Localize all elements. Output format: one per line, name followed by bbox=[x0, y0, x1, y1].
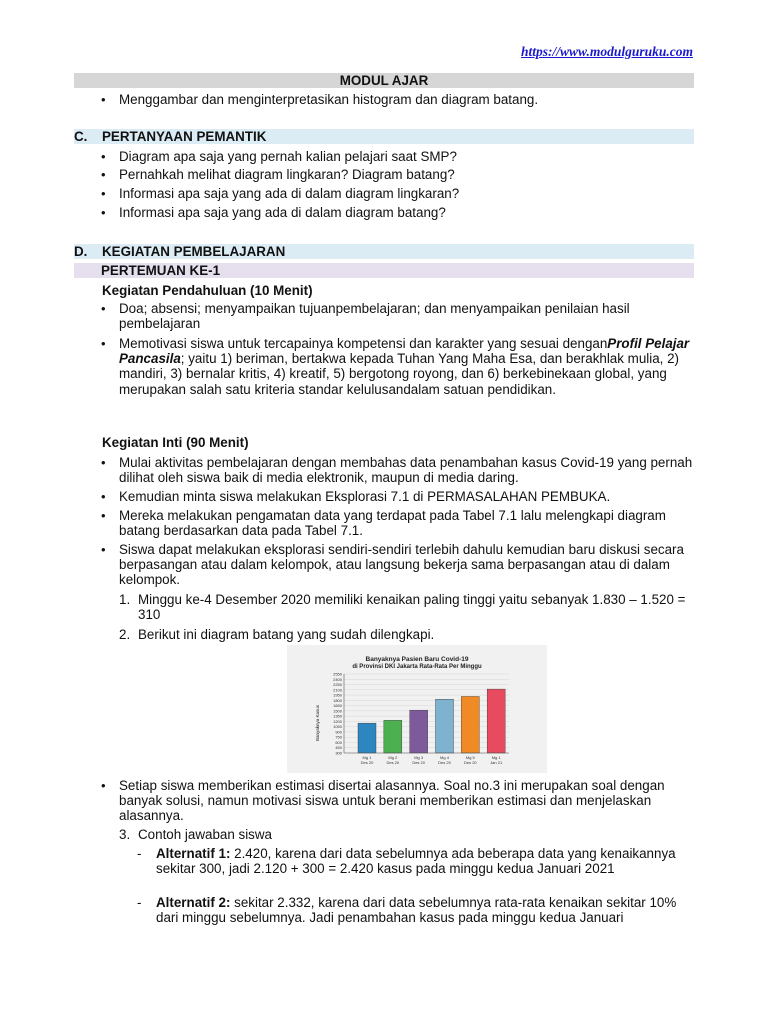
question-item: Pernahkah melihat diagram lingkaran? Diagram batang? bbox=[119, 167, 455, 182]
section-d-heading bbox=[74, 244, 694, 259]
list-number: 1. bbox=[119, 592, 131, 607]
chart-bar bbox=[461, 696, 479, 753]
alternative-answer bbox=[156, 895, 694, 925]
chart-y-tick-label: 1650 bbox=[333, 703, 342, 709]
bullet-icon: • bbox=[101, 336, 106, 351]
question-item: Informasi apa saja yang ada di dalam diagram lingkaran? bbox=[119, 186, 460, 201]
chart-x-tick-label: Mg 1 bbox=[362, 755, 372, 760]
bullet-icon: • bbox=[101, 778, 106, 793]
question-item: Diagram apa saja yang pernah kalian pelajari saat SMP? bbox=[119, 149, 457, 164]
pendahuluan-item-text: ; yaitu 1) beriman, bertakwa kepada Tuhan Yang Maha Esa, dan berakhlak mulia, 2) mandiri, 3) bernalar kritis, 4) kreatif, 5) bergotong royong, dan 6) berkebinekaan global, yang merupakan salah satu kriteria standar kelulusandalam satuan pendidikan. bbox=[119, 351, 680, 397]
chart-y-tick-label: 1200 bbox=[333, 718, 342, 724]
chart-x-tick-label: Des 20 bbox=[360, 760, 374, 765]
bar-chart bbox=[287, 645, 547, 773]
chart-y-tick-label: 2550 bbox=[333, 671, 342, 677]
numbered-item: Contoh jawaban siswa bbox=[138, 827, 272, 842]
meeting-title: PERTEMUAN KE-1 bbox=[101, 263, 221, 278]
alternative-label: Alternatif 2: bbox=[156, 895, 231, 910]
pendahuluan-item bbox=[119, 336, 694, 397]
chart-y-axis-label: Banyaknya Kasus bbox=[315, 704, 320, 742]
website-link[interactable]: https://www.modulguruku.com bbox=[520, 44, 693, 59]
chart-x-tick-label: Mg 1 bbox=[491, 755, 501, 760]
chart-x-tick-label: Mg 2 bbox=[388, 755, 398, 760]
section-d-letter: D. bbox=[74, 244, 88, 259]
bullet-icon: • bbox=[101, 301, 106, 316]
chart-x-tick-label: Des 20 bbox=[412, 760, 426, 765]
numbered-item: Minggu ke-4 Desember 2020 memiliki kenaikan paling tinggi yaitu sebanyak 1.830 – 1.520 = 310 bbox=[138, 592, 686, 623]
chart-bar bbox=[436, 699, 454, 753]
bullet-icon: • bbox=[101, 186, 106, 201]
chart-y-tick-label: 600 bbox=[335, 739, 342, 745]
chart-bar bbox=[358, 723, 376, 753]
bullet-icon: • bbox=[101, 149, 106, 164]
bullet-icon: • bbox=[101, 455, 106, 470]
pendahuluan-item-text: Memotivasi siswa untuk tercapainya kompetensi dan karakter yang sesuai dengan bbox=[119, 336, 608, 351]
section-c-title: PERTANYAAN PEMANTIK bbox=[102, 129, 267, 144]
pendahuluan-item: Doa; absensi; menyampaikan tujuanpembelajaran; dan menyampaikan penilaian hasil pembelajaran bbox=[119, 301, 630, 332]
module-title-bar bbox=[74, 73, 694, 88]
numbered-item: Berikut ini diagram batang yang sudah dilengkapi. bbox=[138, 627, 435, 642]
chart-x-tick-label: Des 20 bbox=[438, 760, 451, 765]
inti-item: Mereka melakukan pengamatan data yang terdapat pada Tabel 7.1 lalu melengkapi diagram batang berdasarkan data pada Tabel 7.1. bbox=[119, 508, 666, 539]
meeting-heading bbox=[74, 263, 694, 278]
chart-y-tick-label: 1950 bbox=[333, 692, 342, 698]
chart-y-tick-label: 2400 bbox=[333, 676, 342, 682]
chart-x-tick-label: Des 20 bbox=[386, 760, 400, 765]
list-number: 3. bbox=[119, 827, 131, 842]
bullet-icon: • bbox=[101, 508, 106, 523]
inti-item: Siswa dapat melakukan eksplorasi sendiri-sendiri terlebih dahulu kemudian baru diskusi secara berpasangan atau dalam kelompok, atau langsung bekerja sama berpasangan atau di dalam kelompok. bbox=[119, 542, 684, 588]
bullet-icon: • bbox=[101, 489, 106, 504]
chart-y-tick-label: 1050 bbox=[333, 724, 342, 730]
bullet-icon: • bbox=[101, 92, 106, 107]
section-c-heading bbox=[74, 129, 694, 144]
chart-subtitle: di Provinsi DKI Jakarta Rata-Rata Per Minggu bbox=[352, 664, 482, 670]
dash-marker: - bbox=[137, 846, 142, 861]
dash-marker: - bbox=[137, 895, 142, 910]
estimate-explanation: Setiap siswa memberikan estimasi disertai alasannya. Soal no.3 ini merupakan soal dengan banyak solusi, namun motivasi siswa untuk berani memberikan estimasi dan menjelaskan alasannya. bbox=[119, 778, 665, 824]
chart-x-tick-label: Mg 5 bbox=[465, 755, 475, 760]
chart-y-tick-label: 450 bbox=[335, 745, 342, 751]
alternative-answer bbox=[156, 846, 694, 876]
chart-y-tick-label: 1800 bbox=[333, 697, 342, 703]
chart-bar bbox=[410, 710, 428, 753]
chart-y-tick-label: 2250 bbox=[333, 682, 342, 688]
bar-chart-figure bbox=[287, 645, 547, 773]
inti-item: Mulai aktivitas pembelajaran dengan membahas data penambahan kasus Covid-19 yang pernah dilihat oleh siswa baik di media elektronik, maupun di media daring. bbox=[119, 455, 693, 486]
chart-x-tick-label: Mg 4 bbox=[440, 755, 449, 760]
pendahuluan-heading: Kegiatan Pendahuluan (10 Menit) bbox=[102, 283, 313, 298]
chart-bar bbox=[384, 720, 402, 753]
alternative-label: Alternatif 1: bbox=[156, 846, 231, 861]
chart-y-tick-label: 900 bbox=[335, 729, 342, 735]
chart-bar bbox=[487, 689, 505, 753]
chart-y-tick-label: 1500 bbox=[333, 708, 342, 714]
section-c-letter: C. bbox=[74, 129, 88, 144]
chart-x-tick-label: Jan 21 bbox=[490, 760, 503, 765]
chart-y-tick-label: 750 bbox=[335, 734, 342, 740]
inti-heading: Kegiatan Inti (90 Menit) bbox=[102, 435, 249, 450]
chart-y-tick-label: 300 bbox=[335, 750, 342, 756]
chart-x-tick-label: Des 20 bbox=[463, 760, 477, 765]
bullet-icon: • bbox=[101, 167, 106, 182]
module-title: MODUL AJAR bbox=[339, 73, 429, 88]
bullet-icon: • bbox=[101, 542, 106, 557]
chart-y-tick-label: 2100 bbox=[333, 687, 342, 693]
section-d-title: KEGIATAN PEMBELAJARAN bbox=[102, 244, 286, 259]
bullet-icon: • bbox=[101, 205, 106, 220]
profil-pelajar-emphasis: Profil Pelajar Pancasila bbox=[119, 336, 690, 367]
intro-objective: Menggambar dan menginterpretasikan histogram dan diagram batang. bbox=[119, 92, 539, 107]
question-item: Informasi apa saja yang ada di dalam diagram batang? bbox=[119, 205, 446, 220]
chart-y-tick-label: 1350 bbox=[333, 713, 342, 719]
inti-item: Kemudian minta siswa melakukan Eksplorasi 7.1 di PERMASALAHAN PEMBUKA. bbox=[119, 489, 611, 504]
alternative-text: sekitar 2.332, karena dari data sebelumnya rata-rata kenaikan sekitar 10% dari minggu sebelumnya. Jadi penambahan kasus pada minggu kedua Januari bbox=[156, 895, 677, 926]
chart-x-tick-label: Mg 3 bbox=[414, 755, 424, 760]
list-number: 2. bbox=[119, 627, 131, 642]
alternative-text: 2.420, karena dari data sebelumnya ada beberapa data yang kenaikannya sekitar 300, jadi 2.120 + 300 = 2.420 kasus pada minggu kedua Januari 2021 bbox=[156, 846, 676, 877]
chart-title: Banyaknya Pasien Baru Covid-19 bbox=[365, 656, 469, 663]
